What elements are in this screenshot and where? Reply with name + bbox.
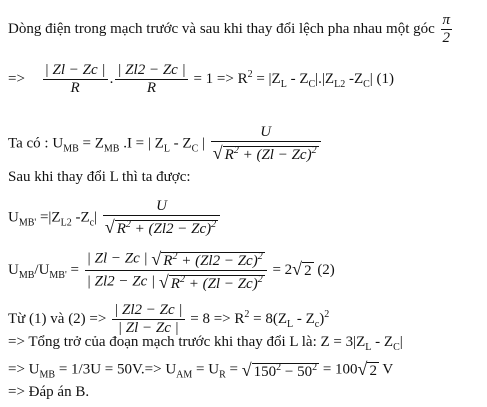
intro-line [8,12,454,47]
combine-equation-line: Từ (1) và (2) => $\frac{| Zl2 - Zc |}{| Zl - Zc |}$ = $8 => R^2 = 8(Z_L - Z_c)^2$ [8,302,330,336]
umb-equation-line: Ta có : $U_{MB} = Z_{MB}$ .I = | $Z_L - Z_C$ | $\frac{U}{√ R^2 + (Zl - Zc)^2}$ [8,124,323,164]
u-over-impedance-2-fraction: $\frac{U}{√ R^2 + (Zl2 - Zc)^2}$ [103,198,220,238]
impedance-line: => Tổng trở của đoạn mạch trước khi thay đổi L là: $Z = 3|Z_L - Z_C|$ [8,334,403,353]
ratio-fraction: $\frac{| Zl - Zc | √ R^2 + (Zl2 - Zc)^2}{| Zl2 - Zc | √ R^2 + (Zl - Zc)^2}$ [85,248,267,293]
pi-over-2-fraction: $\frac{\pi}{2}$ [442,12,451,46]
fraction-zl-zc-over-r: $\frac{| Zl - Zc |}{R}$ [44,62,106,96]
u-over-impedance-fraction: $\frac{U}{√ R^2 + (Zl - Zc)^2}$ [211,124,321,164]
equation-1-line: => $\frac{| Zl - Zc |}{R}$ . $\frac{| Zl2 - Zc |}{R}$ = $1 => R^2 = |Z_L - Z_C|.|Z_{L2}$ $-Z_C|$ (1) [8,62,395,96]
fraction-zl2-zc-over-r: $\frac{| Zl2 - Zc |}{R}$ [117,62,186,96]
voltage-result-line: => $U_{MB} = 1/3U = 50V.=> U_{AM} = U_R$ = √ $150^2 - 50^2 = 100√$ 2 V [8,358,394,381]
intro-text: Dòng điện trong mạch trước và sau khi thay đổi lệch pha nhau một góc [8,20,435,37]
umb-prime-equation-line: $U_{MB'} =|Z_{L2}$ $-Z_c|$ $\frac{U}{√ R^2 + (Zl2 - Zc)^2}$ [8,198,222,238]
zl2-over-zl-fraction: $\frac{| Zl2 - Zc |}{| Zl - Zc |}$ [114,302,183,336]
after-change-line: Sau khi thay đổi L thì ta được: [8,169,191,185]
ratio-equation-line: $U_{MB}/U_{MB'}$ = $\frac{| Zl - Zc | √ R^2 + (Zl2 - Zc)^2}{| Zl2 - Zc | √ R^2 + (Zl - Zc)^2}$ = 2√ 2 (2) [8,249,335,292]
answer-line: => Đáp án B. [8,384,90,400]
